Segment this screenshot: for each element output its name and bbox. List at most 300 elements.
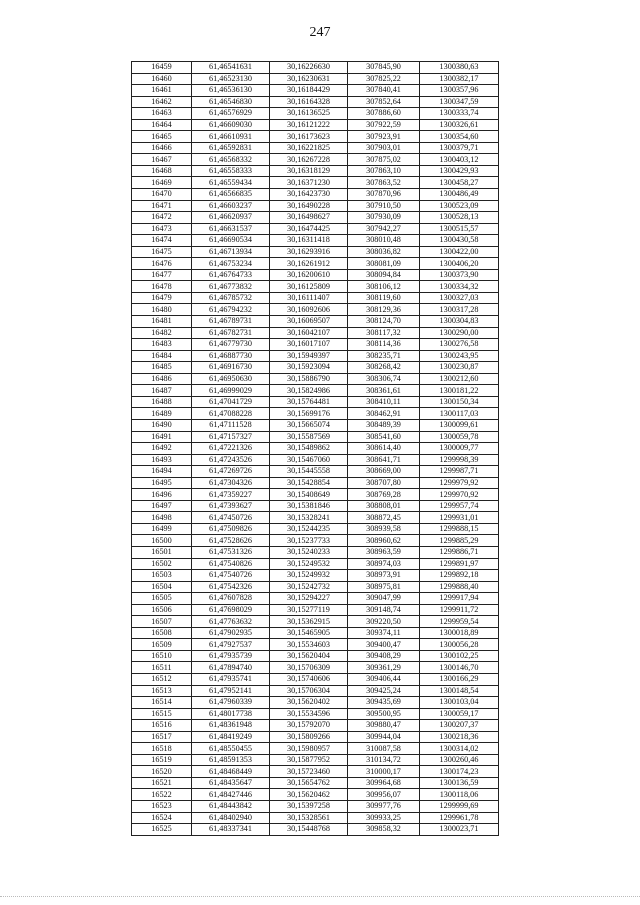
x-coordinate-cell: 309964,68 — [348, 777, 420, 789]
latitude-cell: 61,47935741 — [192, 673, 270, 685]
latitude-cell: 61,48591353 — [192, 754, 270, 766]
latitude-cell: 61,48361948 — [192, 720, 270, 732]
point-number-cell: 16495 — [132, 477, 192, 489]
point-number-cell: 16479 — [132, 292, 192, 304]
latitude-cell: 61,46779730 — [192, 339, 270, 351]
table-row — [132, 801, 499, 813]
x-coordinate-cell: 309047,99 — [348, 593, 420, 605]
latitude-cell: 61,47607828 — [192, 593, 270, 605]
table-row — [132, 697, 499, 709]
y-coordinate-cell: 1299917,94 — [420, 593, 499, 605]
point-number-cell: 16462 — [132, 96, 192, 108]
point-number-cell: 16508 — [132, 627, 192, 639]
latitude-cell: 61,47111528 — [192, 419, 270, 431]
latitude-cell: 61,46536130 — [192, 85, 270, 97]
y-coordinate-cell: 1300382,17 — [420, 73, 499, 85]
y-coordinate-cell: 1300023,71 — [420, 824, 499, 836]
y-coordinate-cell: 1300373,90 — [420, 269, 499, 281]
table-row — [132, 62, 499, 74]
x-coordinate-cell: 307863,10 — [348, 165, 420, 177]
longitude-cell: 30,16200610 — [270, 269, 348, 281]
longitude-cell: 30,15764481 — [270, 396, 348, 408]
latitude-cell: 61,48468449 — [192, 766, 270, 778]
point-number-cell: 16472 — [132, 212, 192, 224]
latitude-cell: 61,46620937 — [192, 212, 270, 224]
point-number-cell: 16521 — [132, 777, 192, 789]
table-row — [132, 812, 499, 824]
point-number-cell: 16467 — [132, 154, 192, 166]
table-row — [132, 743, 499, 755]
longitude-cell: 30,15249532 — [270, 558, 348, 570]
latitude-cell: 61,48435647 — [192, 777, 270, 789]
x-coordinate-cell: 308129,36 — [348, 304, 420, 316]
x-coordinate-cell: 309408,29 — [348, 650, 420, 662]
x-coordinate-cell: 308489,39 — [348, 419, 420, 431]
y-coordinate-cell: 1299892,18 — [420, 570, 499, 582]
longitude-cell: 30,15706309 — [270, 662, 348, 674]
latitude-cell: 61,48419249 — [192, 731, 270, 743]
y-coordinate-cell: 1299931,01 — [420, 512, 499, 524]
point-number-cell: 16473 — [132, 223, 192, 235]
latitude-cell: 61,47927537 — [192, 639, 270, 651]
table-row — [132, 419, 499, 431]
latitude-cell: 61,46603237 — [192, 200, 270, 212]
point-number-cell: 16484 — [132, 350, 192, 362]
table-row — [132, 246, 499, 258]
longitude-cell: 30,15620404 — [270, 650, 348, 662]
longitude-cell: 30,16267228 — [270, 154, 348, 166]
longitude-cell: 30,16121222 — [270, 119, 348, 131]
latitude-cell: 61,46690534 — [192, 235, 270, 247]
table-row — [132, 212, 499, 224]
y-coordinate-cell: 1300528,13 — [420, 212, 499, 224]
longitude-cell: 30,16318129 — [270, 165, 348, 177]
point-number-cell: 16496 — [132, 489, 192, 501]
y-coordinate-cell: 1300230,87 — [420, 362, 499, 374]
table-row — [132, 523, 499, 535]
point-number-cell: 16485 — [132, 362, 192, 374]
latitude-cell: 61,47528626 — [192, 535, 270, 547]
longitude-cell: 30,16261912 — [270, 258, 348, 270]
longitude-cell: 30,16069507 — [270, 316, 348, 328]
table-row — [132, 708, 499, 720]
longitude-cell: 30,15706304 — [270, 685, 348, 697]
table-row — [132, 142, 499, 154]
point-number-cell: 16522 — [132, 789, 192, 801]
latitude-cell: 61,47509826 — [192, 523, 270, 535]
x-coordinate-cell: 309374,11 — [348, 627, 420, 639]
table-row — [132, 258, 499, 270]
y-coordinate-cell: 1300347,59 — [420, 96, 499, 108]
point-number-cell: 16517 — [132, 731, 192, 743]
point-number-cell: 16518 — [132, 743, 192, 755]
y-coordinate-cell: 1300523,09 — [420, 200, 499, 212]
latitude-cell: 61,47894740 — [192, 662, 270, 674]
latitude-cell: 61,48550455 — [192, 743, 270, 755]
x-coordinate-cell: 308960,62 — [348, 535, 420, 547]
x-coordinate-cell: 308036,82 — [348, 246, 420, 258]
y-coordinate-cell: 1300357,96 — [420, 85, 499, 97]
latitude-cell: 61,47393627 — [192, 500, 270, 512]
table-row — [132, 292, 499, 304]
longitude-cell: 30,16371230 — [270, 177, 348, 189]
y-coordinate-cell: 1300260,46 — [420, 754, 499, 766]
y-coordinate-cell: 1300327,03 — [420, 292, 499, 304]
x-coordinate-cell: 308117,32 — [348, 327, 420, 339]
y-coordinate-cell: 1300326,61 — [420, 119, 499, 131]
y-coordinate-cell: 1299987,71 — [420, 466, 499, 478]
longitude-cell: 30,15699176 — [270, 408, 348, 420]
table-row — [132, 581, 499, 593]
table-row — [132, 639, 499, 651]
point-number-cell: 16477 — [132, 269, 192, 281]
x-coordinate-cell: 309406,44 — [348, 673, 420, 685]
page-number: 247 — [309, 25, 331, 40]
longitude-cell: 30,16490228 — [270, 200, 348, 212]
y-coordinate-cell: 1300212,60 — [420, 373, 499, 385]
point-number-cell: 16463 — [132, 108, 192, 120]
point-number-cell: 16500 — [132, 535, 192, 547]
point-number-cell: 16489 — [132, 408, 192, 420]
y-coordinate-cell: 1300009,77 — [420, 443, 499, 455]
point-number-cell: 16481 — [132, 316, 192, 328]
x-coordinate-cell: 308641,71 — [348, 454, 420, 466]
table-row — [132, 223, 499, 235]
x-coordinate-cell: 310134,72 — [348, 754, 420, 766]
x-coordinate-cell: 307930,09 — [348, 212, 420, 224]
table-row — [132, 593, 499, 605]
longitude-cell: 30,15949397 — [270, 350, 348, 362]
y-coordinate-cell: 1300103,04 — [420, 697, 499, 709]
longitude-cell: 30,16221825 — [270, 142, 348, 154]
longitude-cell: 30,15244235 — [270, 523, 348, 535]
x-coordinate-cell: 309361,29 — [348, 662, 420, 674]
point-number-cell: 16502 — [132, 558, 192, 570]
table-row — [132, 546, 499, 558]
x-coordinate-cell: 307852,64 — [348, 96, 420, 108]
y-coordinate-cell: 1299888,40 — [420, 581, 499, 593]
longitude-cell: 30,15277119 — [270, 604, 348, 616]
table-row — [132, 385, 499, 397]
y-coordinate-cell: 1300515,57 — [420, 223, 499, 235]
longitude-cell: 30,15381846 — [270, 500, 348, 512]
point-number-cell: 16478 — [132, 281, 192, 293]
y-coordinate-cell: 1300207,37 — [420, 720, 499, 732]
longitude-cell: 30,15467060 — [270, 454, 348, 466]
table-row — [132, 558, 499, 570]
x-coordinate-cell: 308872,45 — [348, 512, 420, 524]
y-coordinate-cell: 1299957,74 — [420, 500, 499, 512]
latitude-cell: 61,48017738 — [192, 708, 270, 720]
point-number-cell: 16506 — [132, 604, 192, 616]
x-coordinate-cell: 308268,42 — [348, 362, 420, 374]
longitude-cell: 30,16230631 — [270, 73, 348, 85]
x-coordinate-cell: 308939,58 — [348, 523, 420, 535]
latitude-cell: 61,48402940 — [192, 812, 270, 824]
point-number-cell: 16464 — [132, 119, 192, 131]
x-coordinate-cell: 308973,91 — [348, 570, 420, 582]
y-coordinate-cell: 1300117,03 — [420, 408, 499, 420]
longitude-cell: 30,15654762 — [270, 777, 348, 789]
x-coordinate-cell: 307825,22 — [348, 73, 420, 85]
latitude-cell: 61,48337341 — [192, 824, 270, 836]
coordinates-table — [131, 61, 499, 836]
x-coordinate-cell: 308410,11 — [348, 396, 420, 408]
point-number-cell: 16511 — [132, 662, 192, 674]
x-coordinate-cell: 310000,17 — [348, 766, 420, 778]
point-number-cell: 16482 — [132, 327, 192, 339]
x-coordinate-cell: 308462,91 — [348, 408, 420, 420]
y-coordinate-cell: 1300304,83 — [420, 316, 499, 328]
table-row — [132, 408, 499, 420]
point-number-cell: 16470 — [132, 189, 192, 201]
table-row — [132, 281, 499, 293]
latitude-cell: 61,47540826 — [192, 558, 270, 570]
point-number-cell: 16494 — [132, 466, 192, 478]
y-coordinate-cell: 1300146,70 — [420, 662, 499, 674]
y-coordinate-cell: 1300422,00 — [420, 246, 499, 258]
longitude-cell: 30,15237733 — [270, 535, 348, 547]
x-coordinate-cell: 307903,01 — [348, 142, 420, 154]
y-coordinate-cell: 1300136,59 — [420, 777, 499, 789]
point-number-cell: 16499 — [132, 523, 192, 535]
x-coordinate-cell: 308769,28 — [348, 489, 420, 501]
longitude-cell: 30,15792070 — [270, 720, 348, 732]
point-number-cell: 16476 — [132, 258, 192, 270]
point-number-cell: 16520 — [132, 766, 192, 778]
y-coordinate-cell: 1300181,22 — [420, 385, 499, 397]
latitude-cell: 61,46592831 — [192, 142, 270, 154]
x-coordinate-cell: 309425,24 — [348, 685, 420, 697]
latitude-cell: 61,46753234 — [192, 258, 270, 270]
table-row — [132, 350, 499, 362]
table-row — [132, 73, 499, 85]
latitude-cell: 61,46576929 — [192, 108, 270, 120]
point-number-cell: 16515 — [132, 708, 192, 720]
longitude-cell: 30,16125809 — [270, 281, 348, 293]
point-number-cell: 16486 — [132, 373, 192, 385]
x-coordinate-cell: 308119,60 — [348, 292, 420, 304]
x-coordinate-cell: 309880,47 — [348, 720, 420, 732]
y-coordinate-cell: 1300276,58 — [420, 339, 499, 351]
point-number-cell: 16480 — [132, 304, 192, 316]
longitude-cell: 30,15408649 — [270, 489, 348, 501]
longitude-cell: 30,16164328 — [270, 96, 348, 108]
latitude-cell: 61,48427446 — [192, 789, 270, 801]
longitude-cell: 30,15328241 — [270, 512, 348, 524]
latitude-cell: 61,46773832 — [192, 281, 270, 293]
table-row — [132, 489, 499, 501]
latitude-cell: 61,46887730 — [192, 350, 270, 362]
latitude-cell: 61,47157327 — [192, 431, 270, 443]
y-coordinate-cell: 1299979,92 — [420, 477, 499, 489]
x-coordinate-cell: 308707,80 — [348, 477, 420, 489]
table-row — [132, 373, 499, 385]
point-number-cell: 16512 — [132, 673, 192, 685]
x-coordinate-cell: 307875,02 — [348, 154, 420, 166]
point-number-cell: 16471 — [132, 200, 192, 212]
latitude-cell: 61,46999029 — [192, 385, 270, 397]
y-coordinate-cell: 1300290,00 — [420, 327, 499, 339]
x-coordinate-cell: 307910,50 — [348, 200, 420, 212]
y-coordinate-cell: 1300174,23 — [420, 766, 499, 778]
x-coordinate-cell: 308235,71 — [348, 350, 420, 362]
point-number-cell: 16507 — [132, 616, 192, 628]
longitude-cell: 30,16498627 — [270, 212, 348, 224]
point-number-cell: 16498 — [132, 512, 192, 524]
point-number-cell: 16461 — [132, 85, 192, 97]
latitude-cell: 61,47960339 — [192, 697, 270, 709]
latitude-cell: 61,47243526 — [192, 454, 270, 466]
x-coordinate-cell: 309435,69 — [348, 697, 420, 709]
point-number-cell: 16514 — [132, 697, 192, 709]
table-row — [132, 777, 499, 789]
x-coordinate-cell: 308669,00 — [348, 466, 420, 478]
y-coordinate-cell: 1300056,28 — [420, 639, 499, 651]
latitude-cell: 61,46568332 — [192, 154, 270, 166]
y-coordinate-cell: 1300150,34 — [420, 396, 499, 408]
point-number-cell: 16525 — [132, 824, 192, 836]
point-number-cell: 16474 — [132, 235, 192, 247]
latitude-cell: 61,46541631 — [192, 62, 270, 74]
latitude-cell: 61,47952141 — [192, 685, 270, 697]
table-row — [132, 824, 499, 836]
table-row — [132, 466, 499, 478]
x-coordinate-cell: 308124,70 — [348, 316, 420, 328]
latitude-cell: 61,47269726 — [192, 466, 270, 478]
longitude-cell: 30,16226630 — [270, 62, 348, 74]
table-row — [132, 269, 499, 281]
y-coordinate-cell: 1300059,17 — [420, 708, 499, 720]
latitude-cell: 61,46546830 — [192, 96, 270, 108]
point-number-cell: 16523 — [132, 801, 192, 813]
table-row — [132, 731, 499, 743]
latitude-cell: 61,46631537 — [192, 223, 270, 235]
latitude-cell: 61,46916730 — [192, 362, 270, 374]
x-coordinate-cell: 308808,01 — [348, 500, 420, 512]
x-coordinate-cell: 308081,09 — [348, 258, 420, 270]
latitude-cell: 61,47698029 — [192, 604, 270, 616]
longitude-cell: 30,16017107 — [270, 339, 348, 351]
table-row — [132, 443, 499, 455]
point-number-cell: 16460 — [132, 73, 192, 85]
x-coordinate-cell: 309500,95 — [348, 708, 420, 720]
longitude-cell: 30,16311418 — [270, 235, 348, 247]
y-coordinate-cell: 1299885,29 — [420, 535, 499, 547]
y-coordinate-cell: 1299998,39 — [420, 454, 499, 466]
x-coordinate-cell: 309977,76 — [348, 801, 420, 813]
table-row — [132, 327, 499, 339]
latitude-cell: 61,48443842 — [192, 801, 270, 813]
y-coordinate-cell: 1299888,15 — [420, 523, 499, 535]
x-coordinate-cell: 309933,25 — [348, 812, 420, 824]
longitude-cell: 30,15620402 — [270, 697, 348, 709]
point-number-cell: 16490 — [132, 419, 192, 431]
x-coordinate-cell: 307870,96 — [348, 189, 420, 201]
longitude-cell: 30,15824986 — [270, 385, 348, 397]
y-coordinate-cell: 1300379,71 — [420, 142, 499, 154]
y-coordinate-cell: 1299891,97 — [420, 558, 499, 570]
x-coordinate-cell: 308974,03 — [348, 558, 420, 570]
table-row — [132, 235, 499, 247]
point-number-cell: 16468 — [132, 165, 192, 177]
latitude-cell: 61,47542326 — [192, 581, 270, 593]
point-number-cell: 16475 — [132, 246, 192, 258]
table-row — [132, 431, 499, 443]
x-coordinate-cell: 308114,36 — [348, 339, 420, 351]
x-coordinate-cell: 309400,47 — [348, 639, 420, 651]
latitude-cell: 61,46950630 — [192, 373, 270, 385]
latitude-cell: 61,47540726 — [192, 570, 270, 582]
latitude-cell: 61,47041729 — [192, 396, 270, 408]
table-row — [132, 316, 499, 328]
table-row — [132, 454, 499, 466]
longitude-cell: 30,15923094 — [270, 362, 348, 374]
point-number-cell: 16459 — [132, 62, 192, 74]
y-coordinate-cell: 1300354,60 — [420, 131, 499, 143]
point-number-cell: 16524 — [132, 812, 192, 824]
latitude-cell: 61,46566835 — [192, 189, 270, 201]
y-coordinate-cell: 1300429,93 — [420, 165, 499, 177]
longitude-cell: 30,16173623 — [270, 131, 348, 143]
table-row — [132, 85, 499, 97]
x-coordinate-cell: 308963,59 — [348, 546, 420, 558]
y-coordinate-cell: 1300406,20 — [420, 258, 499, 270]
longitude-cell: 30,16111407 — [270, 292, 348, 304]
latitude-cell: 61,46764733 — [192, 269, 270, 281]
longitude-cell: 30,16293916 — [270, 246, 348, 258]
longitude-cell: 30,15465905 — [270, 627, 348, 639]
table-row — [132, 177, 499, 189]
longitude-cell: 30,15534603 — [270, 639, 348, 651]
x-coordinate-cell: 308975,81 — [348, 581, 420, 593]
y-coordinate-cell: 1300403,12 — [420, 154, 499, 166]
longitude-cell: 30,15249932 — [270, 570, 348, 582]
x-coordinate-cell: 307863,52 — [348, 177, 420, 189]
point-number-cell: 16510 — [132, 650, 192, 662]
y-coordinate-cell: 1299911,72 — [420, 604, 499, 616]
x-coordinate-cell: 309220,50 — [348, 616, 420, 628]
latitude-cell: 61,46523130 — [192, 73, 270, 85]
longitude-cell: 30,15240233 — [270, 546, 348, 558]
latitude-cell: 61,46782731 — [192, 327, 270, 339]
longitude-cell: 30,15723460 — [270, 766, 348, 778]
table-row — [132, 673, 499, 685]
latitude-cell: 61,46789731 — [192, 316, 270, 328]
table-row — [132, 685, 499, 697]
table-row — [132, 720, 499, 732]
table-row — [132, 304, 499, 316]
point-number-cell: 16505 — [132, 593, 192, 605]
latitude-cell: 61,46713934 — [192, 246, 270, 258]
table-row — [132, 789, 499, 801]
table-row — [132, 754, 499, 766]
x-coordinate-cell: 307845,90 — [348, 62, 420, 74]
x-coordinate-cell: 308094,84 — [348, 269, 420, 281]
table-row — [132, 650, 499, 662]
point-number-cell: 16492 — [132, 443, 192, 455]
table-row — [132, 512, 499, 524]
x-coordinate-cell: 307923,91 — [348, 131, 420, 143]
table-row — [132, 627, 499, 639]
x-coordinate-cell: 308306,74 — [348, 373, 420, 385]
y-coordinate-cell: 1300458,27 — [420, 177, 499, 189]
longitude-cell: 30,15362915 — [270, 616, 348, 628]
latitude-cell: 61,47450726 — [192, 512, 270, 524]
longitude-cell: 30,15886790 — [270, 373, 348, 385]
table-row — [132, 108, 499, 120]
y-coordinate-cell: 1299886,71 — [420, 546, 499, 558]
